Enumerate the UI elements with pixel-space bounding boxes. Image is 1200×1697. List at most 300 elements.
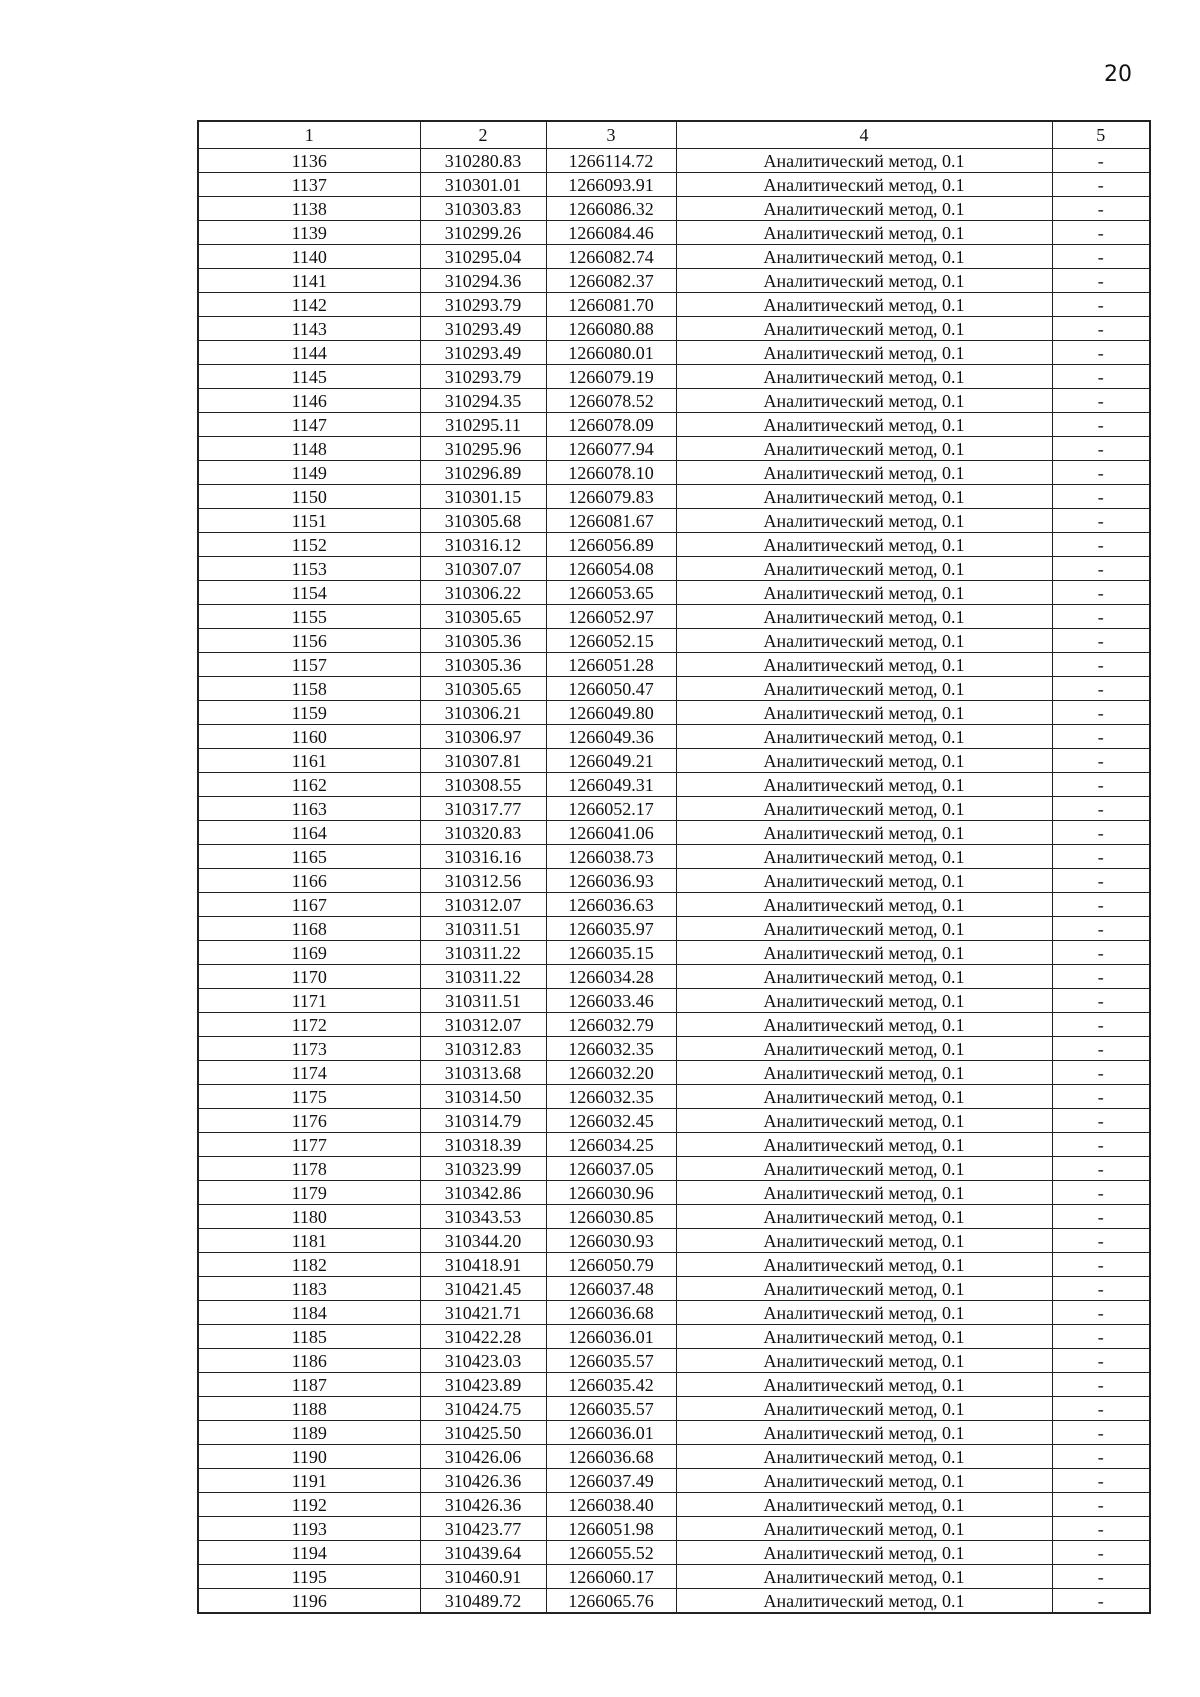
table-row: [198, 389, 1150, 413]
method-cell: Аналитический метод, 0.1: [676, 1157, 1052, 1181]
point-number-cell: 1163: [198, 797, 420, 821]
note-cell: -: [1052, 725, 1150, 749]
y-coordinate-cell: 1266032.79: [546, 1013, 676, 1037]
table-row: [198, 629, 1150, 653]
method-cell: Аналитический метод, 0.1: [676, 1013, 1052, 1037]
column-header-2: 2: [420, 121, 546, 149]
y-coordinate-cell: 1266060.17: [546, 1565, 676, 1589]
method-cell: Аналитический метод, 0.1: [676, 1253, 1052, 1277]
point-number-cell: 1173: [198, 1037, 420, 1061]
method-cell: Аналитический метод, 0.1: [676, 893, 1052, 917]
note-cell: -: [1052, 1301, 1150, 1325]
point-number-cell: 1160: [198, 725, 420, 749]
y-coordinate-cell: 1266036.68: [546, 1301, 676, 1325]
point-number-cell: 1148: [198, 437, 420, 461]
x-coordinate-cell: 310423.77: [420, 1517, 546, 1541]
table-row: [198, 1349, 1150, 1373]
x-coordinate-cell: 310305.36: [420, 653, 546, 677]
x-coordinate-cell: 310306.21: [420, 701, 546, 725]
x-coordinate-cell: 310314.79: [420, 1109, 546, 1133]
note-cell: -: [1052, 749, 1150, 773]
table-body: [198, 149, 1150, 1614]
note-cell: -: [1052, 365, 1150, 389]
point-number-cell: 1155: [198, 605, 420, 629]
method-cell: Аналитический метод, 0.1: [676, 941, 1052, 965]
method-cell: Аналитический метод, 0.1: [676, 1205, 1052, 1229]
table-row: [198, 1565, 1150, 1589]
table-row: [198, 1589, 1150, 1614]
table-row: [198, 893, 1150, 917]
y-coordinate-cell: 1266114.72: [546, 149, 676, 173]
point-number-cell: 1172: [198, 1013, 420, 1037]
method-cell: Аналитический метод, 0.1: [676, 1037, 1052, 1061]
y-coordinate-cell: 1266077.94: [546, 437, 676, 461]
x-coordinate-cell: 310489.72: [420, 1589, 546, 1614]
x-coordinate-cell: 310421.71: [420, 1301, 546, 1325]
point-number-cell: 1191: [198, 1469, 420, 1493]
x-coordinate-cell: 310296.89: [420, 461, 546, 485]
y-coordinate-cell: 1266054.08: [546, 557, 676, 581]
point-number-cell: 1168: [198, 917, 420, 941]
table-row: [198, 1061, 1150, 1085]
page-number: 20: [1104, 62, 1132, 87]
note-cell: -: [1052, 1589, 1150, 1614]
x-coordinate-cell: 310307.81: [420, 749, 546, 773]
note-cell: -: [1052, 581, 1150, 605]
table-row: [198, 1205, 1150, 1229]
x-coordinate-cell: 310293.49: [420, 341, 546, 365]
note-cell: -: [1052, 221, 1150, 245]
y-coordinate-cell: 1266032.45: [546, 1109, 676, 1133]
y-coordinate-cell: 1266038.73: [546, 845, 676, 869]
note-cell: -: [1052, 1205, 1150, 1229]
point-number-cell: 1139: [198, 221, 420, 245]
table-row: [198, 1541, 1150, 1565]
table-row: [198, 341, 1150, 365]
y-coordinate-cell: 1266093.91: [546, 173, 676, 197]
method-cell: Аналитический метод, 0.1: [676, 1277, 1052, 1301]
x-coordinate-cell: 310317.77: [420, 797, 546, 821]
x-coordinate-cell: 310426.06: [420, 1445, 546, 1469]
x-coordinate-cell: 310305.68: [420, 509, 546, 533]
method-cell: Аналитический метод, 0.1: [676, 389, 1052, 413]
method-cell: Аналитический метод, 0.1: [676, 725, 1052, 749]
y-coordinate-cell: 1266032.35: [546, 1037, 676, 1061]
x-coordinate-cell: 310293.79: [420, 365, 546, 389]
y-coordinate-cell: 1266078.10: [546, 461, 676, 485]
note-cell: -: [1052, 389, 1150, 413]
table-row: [198, 1181, 1150, 1205]
method-cell: Аналитический метод, 0.1: [676, 1085, 1052, 1109]
x-coordinate-cell: 310306.22: [420, 581, 546, 605]
y-coordinate-cell: 1266036.63: [546, 893, 676, 917]
x-coordinate-cell: 310303.83: [420, 197, 546, 221]
y-coordinate-cell: 1266086.32: [546, 197, 676, 221]
column-header-1: 1: [198, 121, 420, 149]
table-row: [198, 317, 1150, 341]
y-coordinate-cell: 1266034.25: [546, 1133, 676, 1157]
y-coordinate-cell: 1266081.67: [546, 509, 676, 533]
table-row: [198, 1469, 1150, 1493]
x-coordinate-cell: 310305.65: [420, 677, 546, 701]
method-cell: Аналитический метод, 0.1: [676, 221, 1052, 245]
table-row: [198, 725, 1150, 749]
y-coordinate-cell: 1266049.36: [546, 725, 676, 749]
point-number-cell: 1144: [198, 341, 420, 365]
note-cell: -: [1052, 1349, 1150, 1373]
table-row: [198, 533, 1150, 557]
table-row: [198, 1253, 1150, 1277]
point-number-cell: 1169: [198, 941, 420, 965]
x-coordinate-cell: 310318.39: [420, 1133, 546, 1157]
point-number-cell: 1177: [198, 1133, 420, 1157]
y-coordinate-cell: 1266051.98: [546, 1517, 676, 1541]
note-cell: -: [1052, 797, 1150, 821]
method-cell: Аналитический метод, 0.1: [676, 1493, 1052, 1517]
table-row: [198, 461, 1150, 485]
x-coordinate-cell: 310426.36: [420, 1493, 546, 1517]
x-coordinate-cell: 310439.64: [420, 1541, 546, 1565]
point-number-cell: 1158: [198, 677, 420, 701]
method-cell: Аналитический метод, 0.1: [676, 1061, 1052, 1085]
x-coordinate-cell: 310312.07: [420, 893, 546, 917]
table-row: [198, 845, 1150, 869]
method-cell: Аналитический метод, 0.1: [676, 317, 1052, 341]
y-coordinate-cell: 1266036.01: [546, 1325, 676, 1349]
x-coordinate-cell: 310316.12: [420, 533, 546, 557]
note-cell: -: [1052, 1373, 1150, 1397]
table-row: [198, 197, 1150, 221]
point-number-cell: 1188: [198, 1397, 420, 1421]
coordinates-table: [197, 120, 1151, 1614]
x-coordinate-cell: 310343.53: [420, 1205, 546, 1229]
point-number-cell: 1195: [198, 1565, 420, 1589]
x-coordinate-cell: 310294.35: [420, 389, 546, 413]
method-cell: Аналитический метод, 0.1: [676, 437, 1052, 461]
x-coordinate-cell: 310425.50: [420, 1421, 546, 1445]
x-coordinate-cell: 310307.07: [420, 557, 546, 581]
table-row: [198, 1445, 1150, 1469]
method-cell: Аналитический метод, 0.1: [676, 293, 1052, 317]
x-coordinate-cell: 310313.68: [420, 1061, 546, 1085]
point-number-cell: 1187: [198, 1373, 420, 1397]
note-cell: -: [1052, 149, 1150, 173]
point-number-cell: 1153: [198, 557, 420, 581]
point-number-cell: 1184: [198, 1301, 420, 1325]
note-cell: -: [1052, 1493, 1150, 1517]
method-cell: Аналитический метод, 0.1: [676, 341, 1052, 365]
y-coordinate-cell: 1266035.57: [546, 1349, 676, 1373]
point-number-cell: 1146: [198, 389, 420, 413]
table-row: [198, 413, 1150, 437]
point-number-cell: 1192: [198, 1493, 420, 1517]
method-cell: Аналитический метод, 0.1: [676, 509, 1052, 533]
x-coordinate-cell: 310308.55: [420, 773, 546, 797]
table-row: [198, 821, 1150, 845]
method-cell: Аналитический метод, 0.1: [676, 581, 1052, 605]
method-cell: Аналитический метод, 0.1: [676, 869, 1052, 893]
y-coordinate-cell: 1266034.28: [546, 965, 676, 989]
x-coordinate-cell: 310323.99: [420, 1157, 546, 1181]
point-number-cell: 1183: [198, 1277, 420, 1301]
method-cell: Аналитический метод, 0.1: [676, 365, 1052, 389]
method-cell: Аналитический метод, 0.1: [676, 1229, 1052, 1253]
table-row: [198, 965, 1150, 989]
x-coordinate-cell: 310426.36: [420, 1469, 546, 1493]
table-header: [198, 121, 1150, 149]
table-row: [198, 1301, 1150, 1325]
x-coordinate-cell: 310422.28: [420, 1325, 546, 1349]
method-cell: Аналитический метод, 0.1: [676, 677, 1052, 701]
note-cell: -: [1052, 677, 1150, 701]
note-cell: -: [1052, 1253, 1150, 1277]
note-cell: -: [1052, 1397, 1150, 1421]
method-cell: Аналитический метод, 0.1: [676, 797, 1052, 821]
x-coordinate-cell: 310299.26: [420, 221, 546, 245]
point-number-cell: 1179: [198, 1181, 420, 1205]
method-cell: Аналитический метод, 0.1: [676, 1181, 1052, 1205]
y-coordinate-cell: 1266052.17: [546, 797, 676, 821]
y-coordinate-cell: 1266032.35: [546, 1085, 676, 1109]
table-row: [198, 293, 1150, 317]
table-row: [198, 149, 1150, 173]
point-number-cell: 1190: [198, 1445, 420, 1469]
x-coordinate-cell: 310320.83: [420, 821, 546, 845]
method-cell: Аналитический метод, 0.1: [676, 653, 1052, 677]
note-cell: -: [1052, 1013, 1150, 1037]
note-cell: -: [1052, 1277, 1150, 1301]
note-cell: -: [1052, 413, 1150, 437]
table-row: [198, 245, 1150, 269]
method-cell: Аналитический метод, 0.1: [676, 485, 1052, 509]
header-row: [198, 121, 1150, 149]
y-coordinate-cell: 1266036.68: [546, 1445, 676, 1469]
y-coordinate-cell: 1266036.93: [546, 869, 676, 893]
method-cell: Аналитический метод, 0.1: [676, 701, 1052, 725]
method-cell: Аналитический метод, 0.1: [676, 1373, 1052, 1397]
y-coordinate-cell: 1266050.79: [546, 1253, 676, 1277]
y-coordinate-cell: 1266049.21: [546, 749, 676, 773]
note-cell: -: [1052, 893, 1150, 917]
table-row: [198, 581, 1150, 605]
method-cell: Аналитический метод, 0.1: [676, 1589, 1052, 1614]
y-coordinate-cell: 1266078.52: [546, 389, 676, 413]
table-row: [198, 1037, 1150, 1061]
y-coordinate-cell: 1266030.93: [546, 1229, 676, 1253]
x-coordinate-cell: 310421.45: [420, 1277, 546, 1301]
x-coordinate-cell: 310294.36: [420, 269, 546, 293]
note-cell: -: [1052, 245, 1150, 269]
note-cell: -: [1052, 1085, 1150, 1109]
table-row: [198, 1085, 1150, 1109]
method-cell: Аналитический метод, 0.1: [676, 845, 1052, 869]
method-cell: Аналитический метод, 0.1: [676, 1517, 1052, 1541]
y-coordinate-cell: 1266050.47: [546, 677, 676, 701]
point-number-cell: 1186: [198, 1349, 420, 1373]
point-number-cell: 1151: [198, 509, 420, 533]
x-coordinate-cell: 310301.15: [420, 485, 546, 509]
method-cell: Аналитический метод, 0.1: [676, 773, 1052, 797]
note-cell: -: [1052, 1565, 1150, 1589]
y-coordinate-cell: 1266056.89: [546, 533, 676, 557]
table-row: [198, 437, 1150, 461]
point-number-cell: 1181: [198, 1229, 420, 1253]
method-cell: Аналитический метод, 0.1: [676, 1421, 1052, 1445]
note-cell: -: [1052, 1541, 1150, 1565]
note-cell: -: [1052, 173, 1150, 197]
y-coordinate-cell: 1266033.46: [546, 989, 676, 1013]
method-cell: Аналитический метод, 0.1: [676, 1397, 1052, 1421]
point-number-cell: 1157: [198, 653, 420, 677]
note-cell: -: [1052, 1157, 1150, 1181]
table-row: [198, 557, 1150, 581]
y-coordinate-cell: 1266035.15: [546, 941, 676, 965]
point-number-cell: 1189: [198, 1421, 420, 1445]
table-row: [198, 1421, 1150, 1445]
table-row: [198, 221, 1150, 245]
y-coordinate-cell: 1266036.01: [546, 1421, 676, 1445]
x-coordinate-cell: 310312.83: [420, 1037, 546, 1061]
point-number-cell: 1141: [198, 269, 420, 293]
note-cell: -: [1052, 701, 1150, 725]
note-cell: -: [1052, 1229, 1150, 1253]
note-cell: -: [1052, 1181, 1150, 1205]
method-cell: Аналитический метод, 0.1: [676, 173, 1052, 197]
y-coordinate-cell: 1266052.15: [546, 629, 676, 653]
point-number-cell: 1159: [198, 701, 420, 725]
note-cell: -: [1052, 461, 1150, 485]
point-number-cell: 1185: [198, 1325, 420, 1349]
note-cell: -: [1052, 1109, 1150, 1133]
table-row: [198, 773, 1150, 797]
y-coordinate-cell: 1266037.49: [546, 1469, 676, 1493]
method-cell: Аналитический метод, 0.1: [676, 149, 1052, 173]
point-number-cell: 1182: [198, 1253, 420, 1277]
point-number-cell: 1147: [198, 413, 420, 437]
note-cell: -: [1052, 965, 1150, 989]
method-cell: Аналитический метод, 0.1: [676, 1469, 1052, 1493]
y-coordinate-cell: 1266082.74: [546, 245, 676, 269]
x-coordinate-cell: 310342.86: [420, 1181, 546, 1205]
x-coordinate-cell: 310423.03: [420, 1349, 546, 1373]
y-coordinate-cell: 1266080.88: [546, 317, 676, 341]
note-cell: -: [1052, 845, 1150, 869]
method-cell: Аналитический метод, 0.1: [676, 1325, 1052, 1349]
method-cell: Аналитический метод, 0.1: [676, 965, 1052, 989]
point-number-cell: 1136: [198, 149, 420, 173]
table-row: [198, 1109, 1150, 1133]
point-number-cell: 1167: [198, 893, 420, 917]
point-number-cell: 1196: [198, 1589, 420, 1614]
y-coordinate-cell: 1266037.05: [546, 1157, 676, 1181]
x-coordinate-cell: 310295.11: [420, 413, 546, 437]
x-coordinate-cell: 310306.97: [420, 725, 546, 749]
point-number-cell: 1166: [198, 869, 420, 893]
x-coordinate-cell: 310295.96: [420, 437, 546, 461]
note-cell: -: [1052, 485, 1150, 509]
point-number-cell: 1137: [198, 173, 420, 197]
note-cell: -: [1052, 1133, 1150, 1157]
x-coordinate-cell: 310293.49: [420, 317, 546, 341]
table-row: [198, 917, 1150, 941]
note-cell: -: [1052, 533, 1150, 557]
y-coordinate-cell: 1266079.83: [546, 485, 676, 509]
table-row: [198, 941, 1150, 965]
method-cell: Аналитический метод, 0.1: [676, 917, 1052, 941]
method-cell: Аналитический метод, 0.1: [676, 245, 1052, 269]
method-cell: Аналитический метод, 0.1: [676, 1565, 1052, 1589]
x-coordinate-cell: 310305.65: [420, 605, 546, 629]
method-cell: Аналитический метод, 0.1: [676, 557, 1052, 581]
table-row: [198, 797, 1150, 821]
table-row: [198, 485, 1150, 509]
note-cell: -: [1052, 557, 1150, 581]
method-cell: Аналитический метод, 0.1: [676, 197, 1052, 221]
y-coordinate-cell: 1266080.01: [546, 341, 676, 365]
x-coordinate-cell: 310312.07: [420, 1013, 546, 1037]
y-coordinate-cell: 1266035.57: [546, 1397, 676, 1421]
table-row: [198, 653, 1150, 677]
point-number-cell: 1152: [198, 533, 420, 557]
table-row: [198, 749, 1150, 773]
method-cell: Аналитический метод, 0.1: [676, 413, 1052, 437]
table-row: [198, 509, 1150, 533]
note-cell: -: [1052, 1517, 1150, 1541]
point-number-cell: 1193: [198, 1517, 420, 1541]
note-cell: -: [1052, 989, 1150, 1013]
x-coordinate-cell: 310424.75: [420, 1397, 546, 1421]
table-row: [198, 1397, 1150, 1421]
y-coordinate-cell: 1266055.52: [546, 1541, 676, 1565]
method-cell: Аналитический метод, 0.1: [676, 1541, 1052, 1565]
y-coordinate-cell: 1266084.46: [546, 221, 676, 245]
point-number-cell: 1145: [198, 365, 420, 389]
y-coordinate-cell: 1266081.70: [546, 293, 676, 317]
method-cell: Аналитический метод, 0.1: [676, 821, 1052, 845]
x-coordinate-cell: 310423.89: [420, 1373, 546, 1397]
x-coordinate-cell: 310460.91: [420, 1565, 546, 1589]
y-coordinate-cell: 1266065.76: [546, 1589, 676, 1614]
note-cell: -: [1052, 1037, 1150, 1061]
table-row: [198, 1229, 1150, 1253]
note-cell: -: [1052, 509, 1150, 533]
y-coordinate-cell: 1266037.48: [546, 1277, 676, 1301]
note-cell: -: [1052, 941, 1150, 965]
x-coordinate-cell: 310295.04: [420, 245, 546, 269]
y-coordinate-cell: 1266078.09: [546, 413, 676, 437]
point-number-cell: 1180: [198, 1205, 420, 1229]
table-row: [198, 1277, 1150, 1301]
table-row: [198, 1493, 1150, 1517]
x-coordinate-cell: 310418.91: [420, 1253, 546, 1277]
note-cell: -: [1052, 869, 1150, 893]
table-row: [198, 1373, 1150, 1397]
note-cell: -: [1052, 1325, 1150, 1349]
x-coordinate-cell: 310280.83: [420, 149, 546, 173]
y-coordinate-cell: 1266053.65: [546, 581, 676, 605]
method-cell: Аналитический метод, 0.1: [676, 533, 1052, 557]
table-row: [198, 701, 1150, 725]
y-coordinate-cell: 1266041.06: [546, 821, 676, 845]
method-cell: Аналитический метод, 0.1: [676, 1301, 1052, 1325]
table-row: [198, 365, 1150, 389]
column-header-3: 3: [546, 121, 676, 149]
table-row: [198, 1157, 1150, 1181]
note-cell: -: [1052, 917, 1150, 941]
point-number-cell: 1170: [198, 965, 420, 989]
note-cell: -: [1052, 197, 1150, 221]
method-cell: Аналитический метод, 0.1: [676, 1349, 1052, 1373]
